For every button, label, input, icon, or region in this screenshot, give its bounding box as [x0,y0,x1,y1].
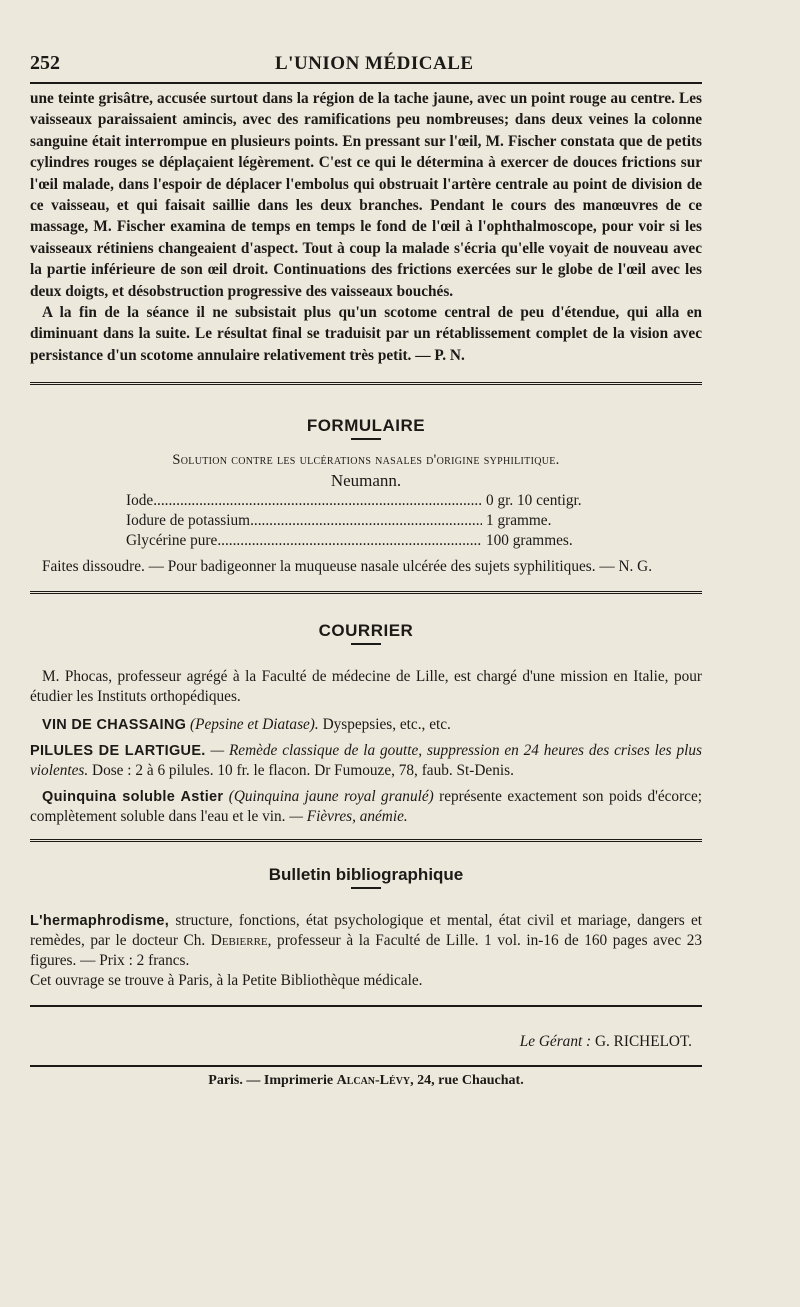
section-divider [30,591,702,595]
advert-name: VIN DE CHASSAING [42,717,187,734]
book-title: L'hermaphrodisme, [30,913,170,930]
printer-imprint [30,1073,702,1089]
ingredient-name: Iode [126,492,154,510]
ingredient-name: Iodure de potassium [126,512,251,530]
gerant-name: G. RICHELOT. [594,1033,692,1051]
book-details: professeur à la Faculté de Lille. 1 vol. in-16 de 160 pages avec 23 figures. — Prix : 2 francs. [30,932,703,970]
article-paragraph: A la fin de la séance il ne subsistait plus qu'un scotome central de peu d'étendue, qui alla en diminuant dans la suite. Le résultat final se traduisit par un rétablissement complet de la vision avec persistance d'un scotome annulaire relativement très petit. — P. N. [30,304,702,364]
ingredient-row [126,491,606,511]
bulletin-section [30,865,702,991]
title-underline [351,887,381,889]
bottom-rule [30,1005,702,1007]
title-underline [351,438,381,440]
section-title: FORMULAIRE [306,416,426,436]
gerant-signature [30,1033,702,1051]
advert-astier [30,787,702,827]
printer-name: Alcan-Lévy, [336,1073,414,1089]
book-description: structure, fonctions, état psychologique et mental, état civil et mariage, dangers et remèdes, par le docteur Ch. [30,912,703,950]
advert-detail: — Remède classique de la goutte, suppression en 24 heures des crises les plus violentes. [30,742,702,780]
recipe-instructions: Faites dissoudre. — Pour badigeonner la muqueuse nasale ulcérée des sujets syphilitiques. — N. G. [42,558,653,576]
news-item: M. Phocas, professeur agrégé à la Faculté de médecine de Lille, est chargé d'une mission en Italie, pour étudier les Instituts orthopédiques. [30,668,702,706]
book-author: Debierre, [210,932,272,950]
article-continuation [30,88,702,366]
ingredient-qty: 1 gramme. [486,512,552,530]
title-underline [351,643,381,645]
section-title: Bulletin bibliographique [268,865,464,885]
formulaire-section [30,416,702,577]
section-divider [30,839,702,843]
ingredient-row [126,511,606,531]
header-rule [30,82,702,84]
courrier-section [30,621,702,827]
page-number: 252 [30,52,60,74]
footer-rule [30,1065,702,1067]
advert-indications: — Fièvres, anémie. [289,808,408,826]
ingredient-row [126,531,606,551]
running-header [30,52,702,82]
page [30,52,702,1089]
section-title: COURRIER [318,621,414,641]
leader-dots [217,531,482,551]
advert-detail: (Quinquina jaune royal granulé) [228,788,434,806]
recipe-title: Solution contre les ulcérations nasales d'origine syphilitique. [172,452,560,469]
advert-text: Dyspepsies, etc., etc. [322,716,451,734]
leader-dots [153,491,482,511]
book-availability: Cet ouvrage se trouve à Paris, à la Petite Bibliothèque médicale. [30,972,423,990]
ingredient-name: Glycérine pure [126,532,218,550]
ingredient-qty: 100 grammes. [486,532,573,550]
book-entry [30,911,702,971]
leader-dots [250,511,482,531]
ingredient-list [126,491,606,551]
section-divider [30,382,702,386]
advert-name: PILULES DE LARTIGUE. [30,743,206,760]
advert-chassaing [30,715,702,735]
recipe-author: Neumann. [330,471,402,491]
advert-lartigue [30,741,702,781]
gerant-label: Le Gérant : [519,1033,592,1051]
advert-text: Dose : 2 à 6 pilules. 10 fr. le flacon. Dr Fumouze, 78, faub. St-Denis. [92,762,514,780]
journal-title: L'UNION MÉDICALE [275,53,474,74]
printer-address: 24, rue Chauchat. [417,1073,524,1089]
advert-text: représente exactement son poids d'écorce; complètement soluble dans l'eau et le vin. [30,788,703,826]
printer-city: Paris. — Imprimerie [208,1073,334,1089]
article-paragraph: une teinte grisâtre, accusée surtout dans la région de la tache jaune, avec un point rouge au centre. Les vaisseaux paraissaient amincis, avec des ramifications peu nombreuses; dans deux veines la colonne sanguine était interrompue en plusieurs points. En pressant sur l'œil, M. Fischer constata que de petits cylindres rouges se déplaçaient légèrement. C'est ce qui le détermina à exercer de douces frictions sur l'œil malade, dans l'espoir de déplacer l'embolus qui obstruait l'artère centrale au point de division de ce vaisseau, et qui faisait saillie dans les deux branches. Pendant le cours des manœuvres de ce massage, M. Fischer examina de temps en temps le fond de l'œil à l'ophthalmoscope, pour voir si les vaisseaux rétiniens changeaient d'aspect. Tout à coup la malade s'écria qu'elle voyait de nouveau avec la partie inférieure de son œil droit. Continuations des frictions exercées sur le globe de l'œil avec les deux doigts, et désobstruction progressive des vaisseaux bouchés. [30,90,702,300]
advert-name: Quinquina soluble Astier [42,789,224,806]
advert-detail: (Pepsine et Diatase). [190,716,319,734]
ingredient-qty: 0 gr. 10 centigr. [486,492,582,510]
